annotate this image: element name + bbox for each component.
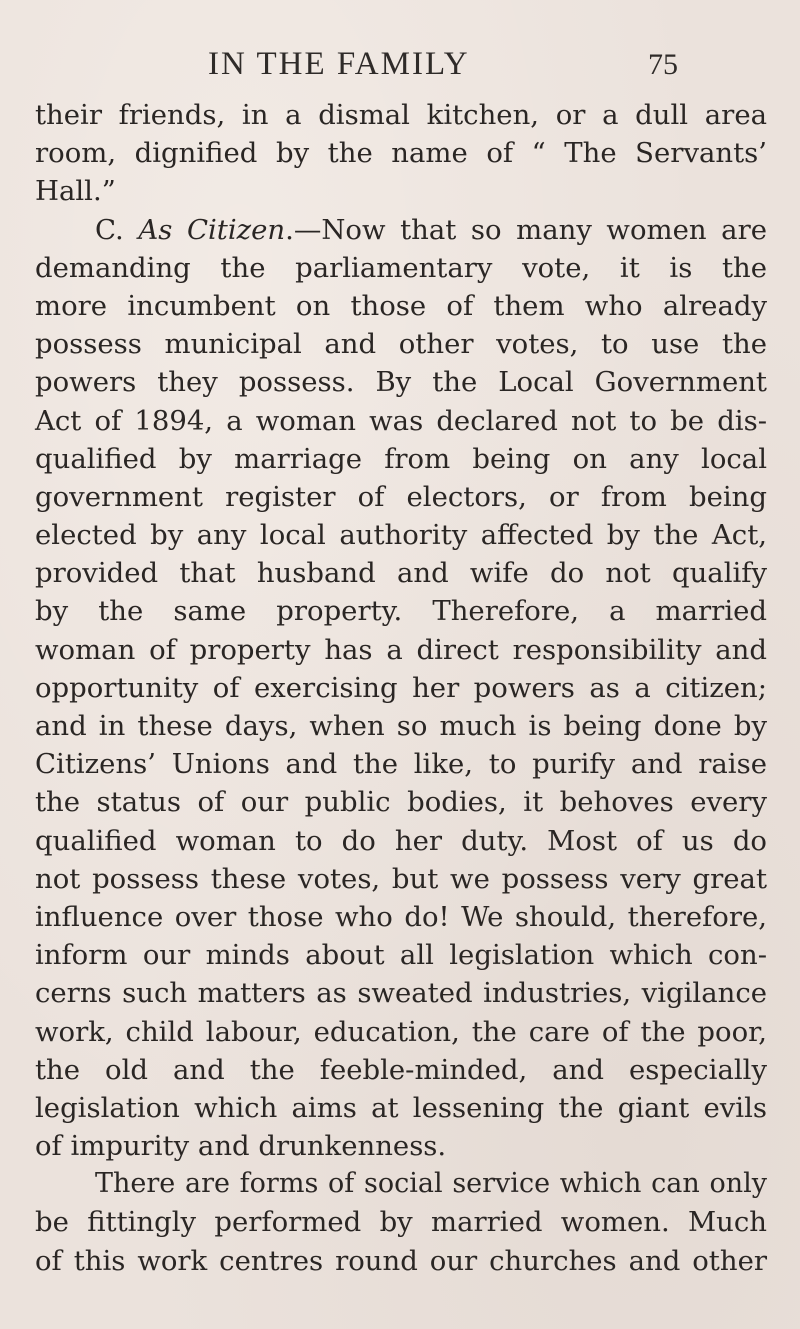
text-line: the status of our public bodies, it behoves every bbox=[35, 786, 767, 819]
text-line: Citizens’ Unions and the like, to purify and raise bbox=[35, 748, 767, 781]
text-line: qualified woman to do her duty. Most of us do bbox=[35, 824, 767, 857]
text-line: inform our minds about all legislation which con- bbox=[35, 939, 767, 972]
text-line: Hall.” bbox=[35, 175, 116, 208]
text-line: room, dignified by the name of “ The Servants’ bbox=[35, 137, 767, 170]
text-line: of this work centres round our churches and other bbox=[35, 1244, 767, 1277]
page-number: 75 bbox=[648, 48, 678, 81]
page-header bbox=[150, 46, 678, 90]
body-text bbox=[35, 96, 767, 1280]
text-line: cerns such matters as sweated industries, vigilance bbox=[35, 977, 767, 1010]
running-title: IN THE FAMILY bbox=[208, 46, 470, 82]
text-line: their friends, in a dismal kitchen, or a dull area bbox=[35, 99, 767, 131]
text-line: be fittingly performed by married women. Much bbox=[35, 1206, 767, 1239]
text-line: woman of property has a direct responsibility and bbox=[35, 633, 767, 666]
text-line: possess municipal and other votes, to use the bbox=[35, 328, 767, 361]
text-line: by the same property. Therefore, a married bbox=[35, 595, 767, 628]
text-line: of impurity and drunkenness. bbox=[35, 1130, 447, 1163]
text-line: Act of 1894, a woman was declared not to be dis- bbox=[35, 404, 767, 437]
text-line: provided that husband and wife do not qualify bbox=[35, 557, 767, 590]
text-line: influence over those who do! We should, therefore, bbox=[35, 900, 767, 933]
text-line: not possess these votes, but we possess very great bbox=[35, 862, 767, 895]
text-line: legislation which aims at lessening the giant evils bbox=[35, 1091, 767, 1124]
text-line: qualified by marriage from being on any local bbox=[35, 442, 767, 475]
text-line: powers they possess. By the Local Government bbox=[35, 366, 767, 399]
text-line: C. As Citizen.—Now that so many women are bbox=[95, 213, 767, 246]
text-line: more incumbent on those of them who already bbox=[35, 289, 767, 322]
text-line: work, child labour, education, the care of the poor, bbox=[35, 1015, 767, 1048]
text-line: There are forms of social service which can only bbox=[95, 1168, 767, 1200]
text-line: government register of electors, or from being bbox=[35, 480, 767, 513]
text-line: opportunity of exercising her powers as a citizen; bbox=[35, 671, 767, 704]
text-line: elected by any local authority affected by the Act, bbox=[35, 519, 767, 552]
section-heading-italic: As Citizen bbox=[138, 213, 286, 246]
text-line: demanding the parliamentary vote, it is the bbox=[35, 251, 767, 284]
text-line: and in these days, when so much is being done by bbox=[35, 710, 767, 742]
text-line: the old and the feeble-minded, and especially bbox=[35, 1053, 767, 1086]
